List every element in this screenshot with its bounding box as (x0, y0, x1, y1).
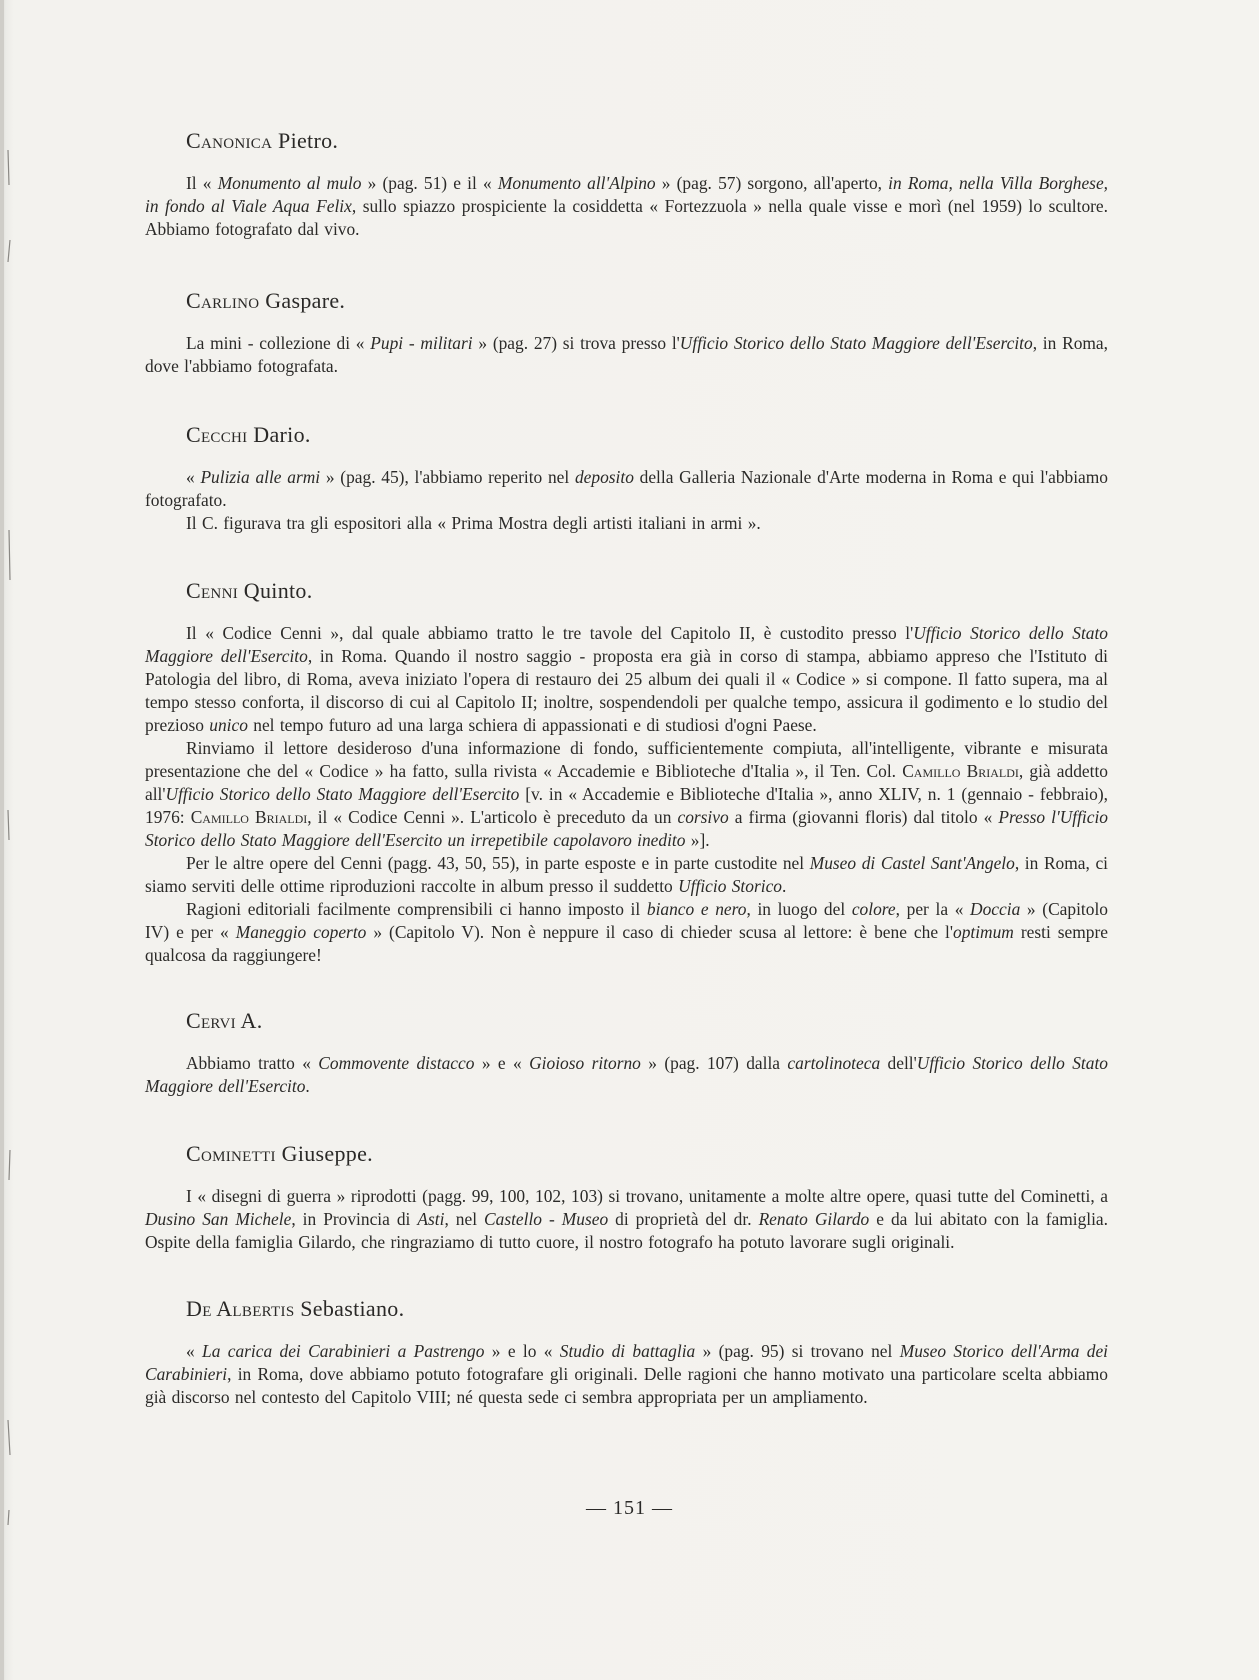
artist-surname: Carlino (186, 288, 260, 313)
artist-entry (145, 1008, 1108, 1098)
artist-heading (186, 288, 1108, 314)
entry-paragraph: Il « Codice Cenni », dal quale abbiamo tratto le tre tavole del Capitolo II, è custodito presso l'Ufficio Storico dello Stato Maggiore dell'Esercito, in Roma. Quando il nostro saggio - proposta era già in corso di stampa, abbiamo appreso che l'Istituto di Patologia del libro, di Roma, aveva iniziato l'opera di restauro dei 25 album dei quali il « Codice » si compone. Il fatto supera, ma al tempo stesso conforta, il discorso di cui al Capitolo II; inoltre, sospendendoli per qualche tempo, assicura il godimento e lo studio del prezioso unico nel tempo futuro ad una larga schiera di appassionati e di studiosi d'ogni Paese. (145, 623, 1108, 735)
artist-entry (145, 578, 1108, 967)
artist-entry (145, 1296, 1108, 1409)
artist-heading (186, 578, 1108, 604)
binding-edge-shadow (0, 0, 14, 1680)
artist-given-name: Pietro. (272, 128, 339, 153)
entry-paragraph: Ragioni editoriali facilmente comprensibili ci hanno imposto il bianco e nero, in luogo del colore, per la « Doccia » (Capitolo IV) e per « Maneggio coperto » (Capitolo V). Non è neppure il caso di chieder scusa al lettore: è bene che l'optimum resti sempre qualcosa da raggiungere! (145, 899, 1109, 965)
artist-given-name: Dario. (247, 422, 311, 447)
artist-given-name: Gaspare. (259, 288, 346, 313)
artist-given-name: Quinto. (238, 578, 313, 603)
entry-paragraph: « Pulizia alle armi » (pag. 45), l'abbiamo reperito nel deposito della Galleria Nazionale d'Arte moderna in Roma e qui l'abbiamo fotografato. (145, 467, 1108, 510)
artist-surname: Canonica (186, 128, 273, 153)
artist-surname: Cenni (186, 578, 238, 603)
artist-heading (186, 1008, 1108, 1034)
entry-paragraph: « La carica dei Carabinieri a Pastrengo » e lo « Studio di battaglia » (pag. 95) si trovano nel Museo Storico dell'Arma dei Carabinieri, in Roma, dove abbiamo potuto fotografare gli originali. Delle ragioni che hanno motivato una particolare scelta abbiamo già discorso nel contesto del Capitolo VIII; né questa sede ci sembra appropriata per un ampliamento. (145, 1341, 1109, 1407)
entry-paragraph: Il « Monumento al mulo » (pag. 51) e il « Monumento all'Alpino » (pag. 57) sorgono, all'aperto, in Roma, nella Villa Borghese, in fondo al Viale Aqua Felix, sullo spiazzo prospiciente la cosiddetta « Fortezzuola » nella quale visse e morì (nel 1959) lo scultore. Abbiamo fotografato dal vivo. (145, 173, 1109, 239)
entry-paragraph: Rinviamo il lettore desideroso d'una informazione di fondo, sufficientemente compiuta, all'intelligente, vibrante e misurata presentazione che del « Codice » ha fatto, sulla rivista « Accademie e Biblioteche d'Italia », il Ten. Col. Camillo Brialdi, già addetto all'Ufficio Storico dello Stato Maggiore dell'Esercito [v. in « Accademie e Biblioteche d'Italia », anno XLIV, n. 1 (gennaio - febbraio), 1976: Camillo Brialdi, il « Codice Cenni ». L'articolo è preceduto da un corsivo a firma (giovanni floris) dal titolo « Presso l'Ufficio Storico dello Stato Maggiore dell'Esercito un irrepetibile capolavoro inedito »]. (145, 738, 1108, 850)
artist-given-name: Sebastiano. (294, 1296, 405, 1321)
entry-paragraph: Abbiamo tratto « Commovente distacco » e « Gioioso ritorno » (pag. 107) dalla cartolinoteca dell'Ufficio Storico dello Stato Maggiore dell'Esercito. (145, 1053, 1108, 1096)
artist-heading (186, 128, 1108, 154)
artist-surname: Cervi (186, 1008, 236, 1033)
artist-given-name: Giuseppe. (275, 1141, 373, 1166)
artist-heading (186, 1141, 1108, 1167)
artist-surname: Cominetti (186, 1141, 276, 1166)
artist-given-name: A. (235, 1008, 263, 1033)
artist-heading (186, 422, 1108, 448)
artist-entry (145, 288, 1108, 378)
artist-entry (145, 422, 1108, 535)
artist-entry (145, 1141, 1108, 1254)
entry-paragraph: Per le altre opere del Cenni (pagg. 43, 50, 55), in parte esposte e in parte custodite nel Museo di Castel Sant'Angelo, in Roma, ci siamo serviti delle ottime riproduzioni raccolte in album presso il suddetto Ufficio Storico. (145, 853, 1109, 896)
entry-paragraph: I « disegni di guerra » riprodotti (pagg. 99, 100, 102, 103) si trovano, unitamente a molte altre opere, quasi tutte del Cominetti, a Dusino San Michele, in Provincia di Asti, nel Castello - Museo di proprietà del dr. Renato Gilardo e da lui abitato con la famiglia. Ospite della famiglia Gilardo, che ringraziamo di tutto cuore, il nostro fotografo ha potuto lavorare sugli originali. (145, 1186, 1108, 1252)
entry-paragraph: Il C. figurava tra gli espositori alla « Prima Mostra degli artisti italiani in armi ». (186, 513, 761, 533)
artist-surname: De Albertis (186, 1296, 295, 1321)
artist-entry (145, 128, 1108, 241)
page-number: — 151 — (586, 1497, 673, 1519)
entry-paragraph: La mini - collezione di « Pupi - militari » (pag. 27) si trova presso l'Ufficio Storico dello Stato Maggiore dell'Esercito, in Roma, dove l'abbiamo fotografata. (145, 333, 1108, 376)
artist-heading (186, 1296, 1108, 1322)
artist-surname: Cecchi (186, 422, 248, 447)
page-content (145, 128, 1108, 1409)
